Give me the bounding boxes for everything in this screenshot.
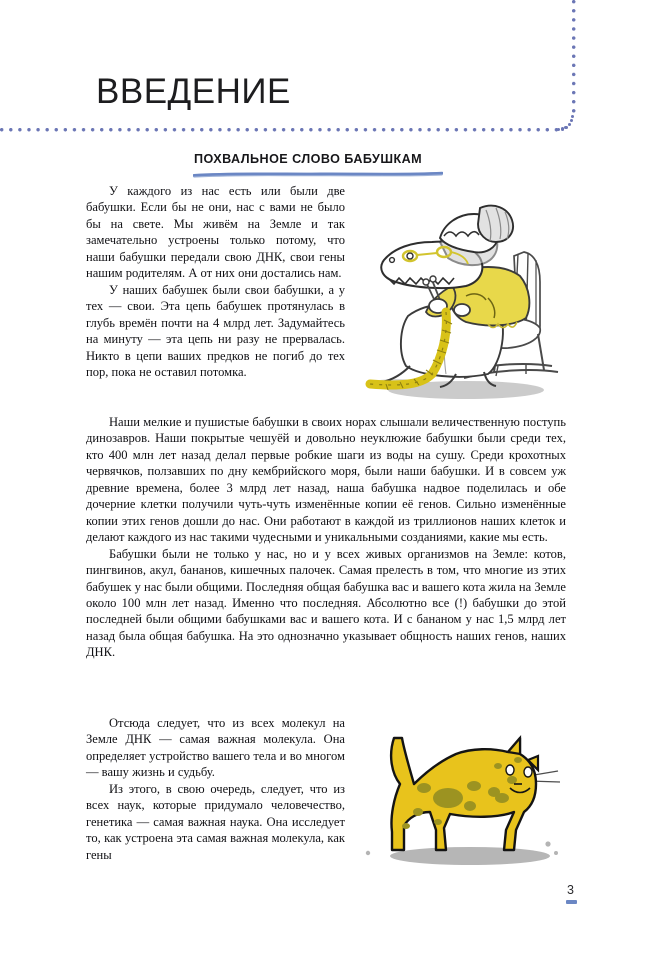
title-underline-stroke	[193, 171, 443, 178]
knitting-dinosaur-grandmother-illustration	[348, 194, 580, 416]
cat-shadow-speck	[545, 841, 550, 846]
paragraph: У наших бабушек были свои бабушки, а у тех — свои. Эта цепь бабушек протянулась в глубь времён почти на 4 млрд лет. Задумайтесь на минуту — эта цепь ни разу не прервалась. Никто в цепи ваших предков не погиб до тех пор, пока не оставил потомка.	[86, 282, 345, 379]
cat-shadow-speck	[554, 851, 558, 855]
dotted-rule-vertical	[572, 0, 576, 118]
paragraph: У каждого из нас есть или были две бабушки. Если бы не они, нас с вами не было бы на свете. Мы живём на Земле и так замечательно устроены только потому, что наши бабушки передали свою ДНК, свои гены нашим родителям. А от них они достались нам.	[86, 184, 345, 281]
section-title: ПОХВАЛЬНОЕ СЛОВО БАБУШКАМ	[194, 152, 423, 166]
dotted-rule-corner	[556, 112, 576, 132]
cat-shadow	[390, 847, 550, 865]
text-column-lower-narrow	[86, 715, 345, 863]
page-number: 3	[567, 883, 574, 897]
granny-hair-bun	[440, 206, 513, 253]
dotted-rule-horizontal	[0, 128, 564, 132]
paragraph: Бабушки были не только у нас, но и у всех живых организмов на Земле: котов, пингвинов, акул, бананов, кишечных палочек. Самая прелесть в том, что многие из этих бабушек у нас были общими. Последняя общая бабушка вас и вашего кота жила на Земле около 100 млн лет назад. Именно что последняя. Абсолютно все (!) бабушки до этой последней были общими бабушками вас и вашего кота. И с бананом у нас 1,5 млрд лет назад была общая бабушка. На это однозначно указывает общность наших генов, наших ДНК.	[86, 546, 566, 660]
text-column-upper-narrow	[86, 183, 345, 380]
page-number-rule	[566, 900, 577, 904]
cat-body	[391, 738, 538, 850]
page-title: ВВЕДЕНИЕ	[96, 72, 291, 111]
cat-shadow-speck	[366, 851, 370, 855]
spotted-cat-illustration	[352, 726, 572, 872]
paragraph: Отсюда следует, что из всех молекул на Земле ДНК — самая важная молекула. Она определяет устройство вашего тела и во многом — вашу жизнь и судьбу.	[86, 716, 345, 780]
paragraph: Наши мелкие и пушистые бабушки в своих норах слышали величественную поступь динозавров. Наши покрытые чешуёй и довольно неуклюжие бабушки были среди тех, кто 400 млн лет назад делал первые робкие шаги из воды на сушу. Среди крохотных червячков, ползавших по дну кембрийского моря, были наши бабушки. И в совсем уж древние времена, более 3 млрд лет назад, наша бабушка надвое поделилась и обе дочерние клетки получили чуть-чуть изменённые копии её генов. Сильно изменённые копии этих генов дошли до нас. Они работают в каждой из триллионов наших клеток и делают каждого из нас такими чудесными и уникальными созданиями, какие мы есть.	[86, 415, 566, 545]
paragraph: Из этого, в свою очередь, следует, что из всех наук, которые придумало человечество, генетика — самая важная наука. Она исследует то, как устроена эта самая важная молекула, как гены	[86, 781, 345, 862]
text-column-full-width	[86, 414, 566, 661]
